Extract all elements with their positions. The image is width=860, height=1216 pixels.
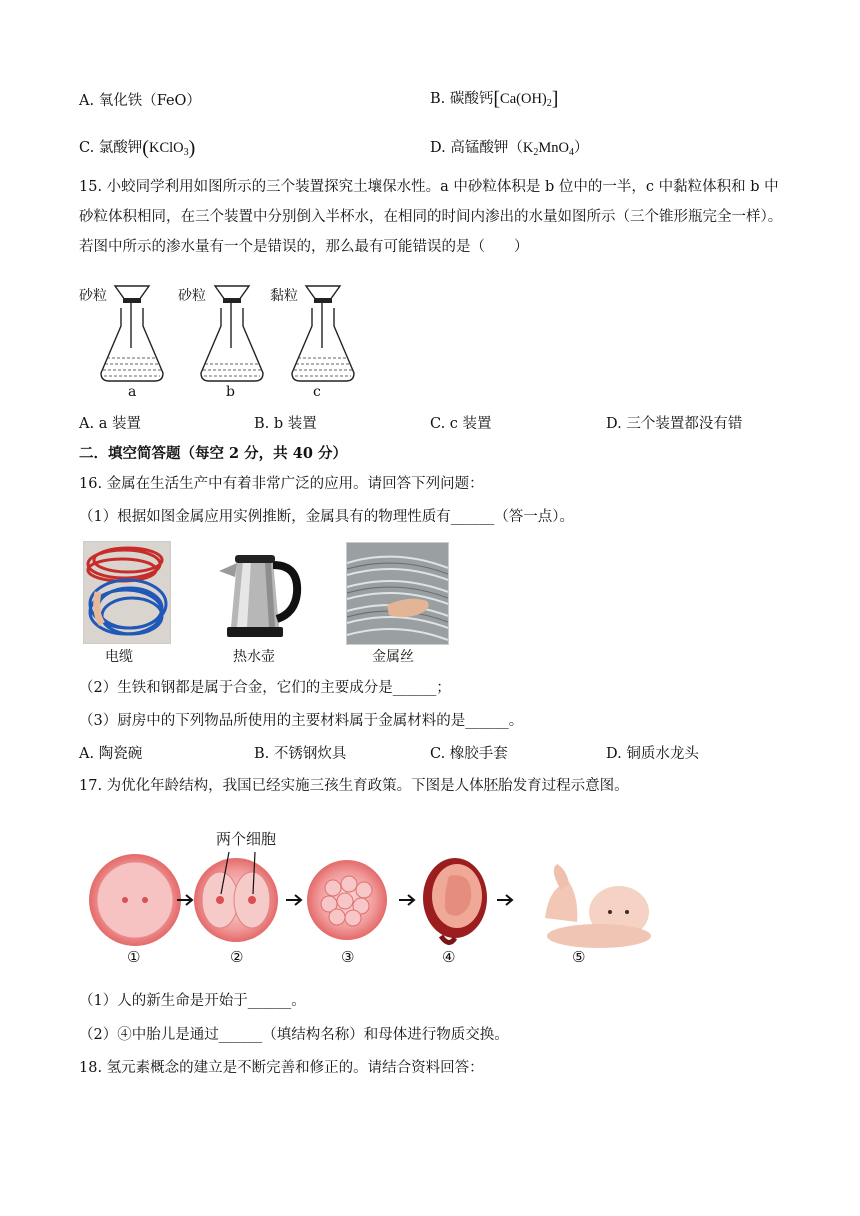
q16-option-a[interactable]: A. 陶瓷碗 [79, 746, 143, 762]
q17-question: 17. 为优化年龄结构，我国已经实施三孩生育政策。下图是人体胚胎发育过程示意图。 [79, 778, 629, 794]
q14-option-c[interactable] [79, 137, 195, 164]
section-heading: 二．填空简答题（每空 2 分，共 40 分） [79, 445, 347, 462]
q14-option-a[interactable] [79, 90, 201, 112]
q16-part2: （2）生铁和钢都是属于合金，它们的主要成分是______； [79, 680, 451, 696]
q14-option-a-text: A. 氧化铁（FeO） [79, 93, 201, 109]
stage-2-two-cells [194, 852, 278, 942]
q15-option-c[interactable]: C. c 装置 [430, 416, 492, 432]
stage-3-label: ③ [341, 948, 355, 966]
cable-photo [83, 541, 171, 644]
q14-option-d-text: D. 高锰酸钾（ [430, 140, 523, 156]
q16-option-b[interactable]: B. 不锈钢炊具 [254, 746, 347, 762]
flask-b-top-label: 砂粒 [178, 288, 206, 304]
stage-1-fertilized-egg [89, 854, 181, 946]
q16-option-d[interactable]: D. 铜质水龙头 [606, 746, 699, 762]
flask-c [292, 286, 354, 381]
q14-option-d-sub2: 4 [568, 147, 574, 158]
stage-5-label: ⑤ [572, 948, 586, 966]
q15-option-b[interactable]: B. b 装置 [254, 416, 317, 432]
q16-part1: （1）根据如图金属应用实例推断，金属具有的物理性质有______（答一点）。 [79, 509, 574, 525]
bracket-close: ] [551, 88, 559, 110]
stage-4-label: ④ [442, 948, 456, 966]
flask-b-bottom-label: b [226, 384, 235, 400]
stage-4-fetus-in-uterus [423, 858, 487, 943]
paren-open: ( [142, 137, 149, 159]
q14-option-b-text: B. 碳酸钙 [430, 91, 494, 107]
q15-option-a[interactable]: A. a 装置 [79, 416, 141, 432]
metal-wire-photo [346, 542, 449, 645]
flask-c-bottom-label: c [313, 384, 321, 400]
flask-a-bottom-label: a [128, 384, 137, 400]
q14-option-c-sub: 3 [183, 147, 189, 158]
q14-option-d[interactable] [430, 137, 588, 164]
q14-option-c-text: C. 氯酸钾 [79, 140, 143, 156]
q14-option-d-mno: MnO [538, 140, 569, 156]
metal-wire-caption: 金属丝 [372, 649, 414, 665]
flask-c-top-label: 黏粒 [270, 288, 298, 304]
stage-2-label: ② [230, 948, 244, 966]
two-cells-label: 两个细胞 [216, 830, 277, 848]
q14-option-b[interactable] [430, 88, 558, 115]
q17-part1: （1）人的新生命是开始于______。 [79, 993, 306, 1009]
q16-question: 16. 金属在生活生产中有着非常广泛的应用。请回答下列问题： [79, 476, 484, 492]
stage-1-label: ① [127, 948, 141, 966]
flask-b [201, 286, 263, 381]
q16-part3: （3）厨房中的下列物品所使用的主要材料属于金属材料的是______。 [79, 713, 524, 729]
q17-part2: （2）④中胎儿是通过______（填结构名称）和母体进行物质交换。 [79, 1027, 509, 1043]
q14-option-d-sub1: 2 [533, 147, 539, 158]
q16-option-c[interactable]: C. 橡胶手套 [430, 746, 508, 762]
q18-question: 18. 氢元素概念的建立是不断完善和修正的。请结合资料回答： [79, 1060, 484, 1076]
q14-option-d-k: K [522, 140, 534, 156]
cable-caption: 电缆 [105, 649, 133, 665]
kettle-caption: 热水壶 [233, 649, 275, 665]
arrow-icon [399, 895, 414, 905]
q15-option-d[interactable]: D. 三个装置都没有错 [606, 416, 743, 432]
stage-3-cell-cluster [307, 860, 387, 940]
q15-question: 15. 小蛟同学利用如图所示的三个装置探究土壤保水性。a 中砂粒体积是 b 位中的一半，c 中黏粒体积和 b 中砂粒体积相同，在三个装置中分别倒入半杯水，在相同的时间内渗出的水量如图所示（三个锥形瓶完全一样）。若图中所示的渗水量有一个是错误的，那么最有可能错误的是（ ） [79, 179, 783, 255]
stage-5-baby [545, 864, 651, 948]
flask-a-top-label: 砂粒 [79, 288, 107, 304]
arrow-icon [286, 895, 301, 905]
q14-option-c-formula: KClO [148, 140, 184, 156]
embryo-development-diagram [79, 826, 679, 976]
kettle-photo [213, 541, 305, 643]
flask-a [101, 286, 163, 381]
q14-option-b-formula: Ca(OH) [500, 91, 547, 107]
q14-option-b-sub: 2 [546, 98, 552, 109]
paren-close: ) [188, 137, 196, 159]
bracket-open: [ [493, 88, 501, 110]
arrow-icon [497, 895, 512, 905]
q14-option-d-suffix: ） [573, 140, 589, 156]
